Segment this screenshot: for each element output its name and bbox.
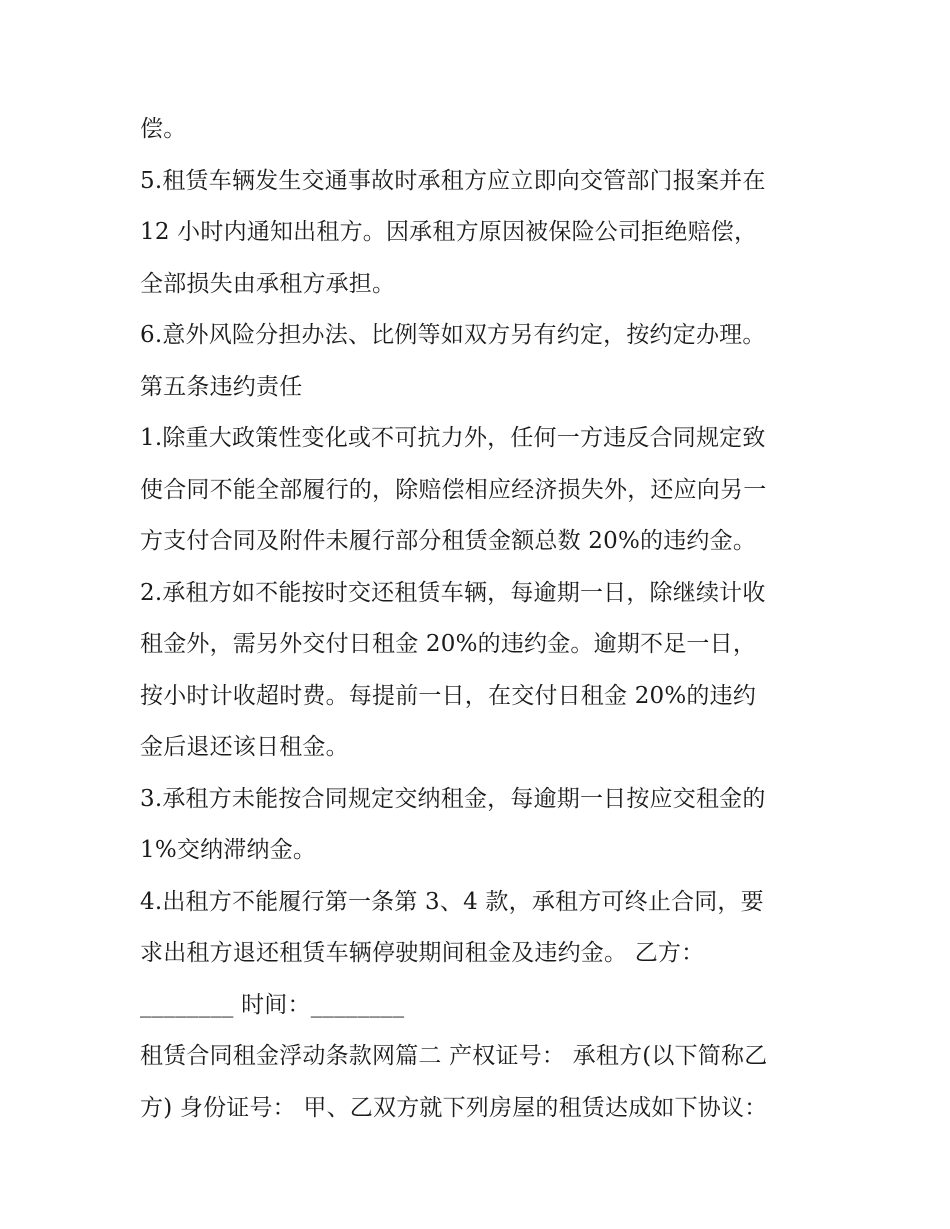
text-line: 1.除重大政策性变化或不可抗力外，任何一方违反合同规定致 bbox=[140, 425, 766, 451]
text-line: 2.承租方如不能按时交还租赁车辆，每逾期一日，除继续计收 bbox=[140, 579, 766, 606]
text-line: 方) 身份证号： 甲、乙双方就下列房屋的租赁达成如下协议： bbox=[140, 1094, 768, 1121]
text-line: 按小时计收超时费。每提前一日，在交付日租金 20%的违约 bbox=[140, 682, 757, 709]
text-line: 3.承租方未能按合同规定交纳租金，每逾期一日按应交租金的 bbox=[140, 785, 766, 812]
document-body bbox=[140, 104, 830, 1134]
section-heading: 第五条违约责任 bbox=[140, 373, 303, 400]
text-line: 6.意外风险分担办法、比例等如双方另有约定，按约定办理。 bbox=[140, 322, 766, 348]
text-line: 1%交纳滞纳金。 bbox=[140, 837, 317, 863]
text-line: 12 小时内通知出租方。因承租方原因被保险公司拒绝赔偿， bbox=[140, 219, 758, 245]
text-line: 偿。 bbox=[140, 116, 187, 142]
text-line: 求出租方退还租赁车辆停驶期间租金及违约金。 乙方： bbox=[140, 940, 705, 966]
text-line: 方支付合同及附件未履行部分租赁金额总数 20%的违约金。 bbox=[140, 528, 757, 554]
text-line: 金后退还该日租金。 bbox=[140, 734, 349, 760]
text-line: 全部损失由承租方承担。 bbox=[140, 270, 396, 297]
signature-line: ________ 时间：________ bbox=[140, 991, 405, 1018]
text-line: 4.出租方不能履行第一条第 3、4 款，承租方可终止合同，要 bbox=[140, 888, 764, 915]
text-line: 租赁合同租金浮动条款网篇二 产权证号： 承租方(以下简称乙 bbox=[140, 1043, 768, 1069]
text-line: 租金外，需另外交付日租金 20%的违约金。逾期不足一日， bbox=[140, 631, 757, 657]
text-line: 使合同不能全部履行的，除赔偿相应经济损失外，还应向另一 bbox=[140, 476, 767, 503]
text-line: 5.租赁车辆发生交通事故时承租方应立即向交管部门报案并在 bbox=[140, 167, 766, 194]
